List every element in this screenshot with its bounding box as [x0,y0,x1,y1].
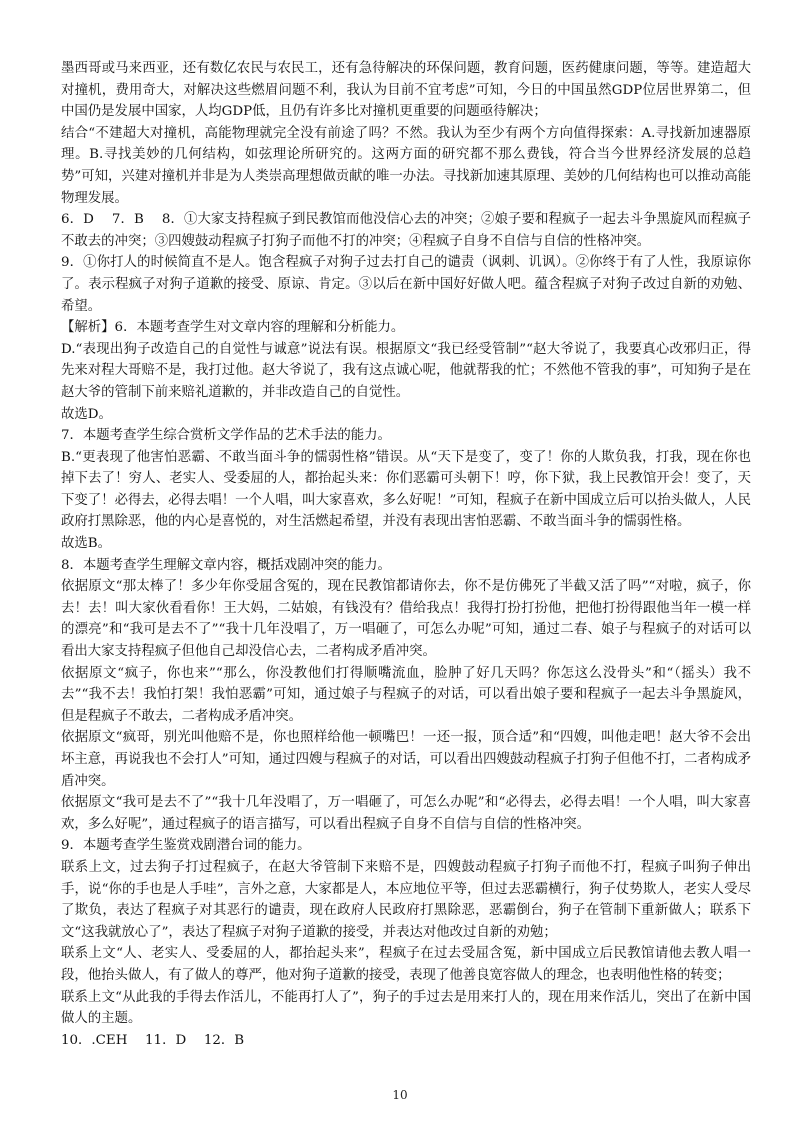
analysis-8-point-1: 依据原文“那太棒了！多少年你受屈含冤的，现在民教馆都请你去，你不是仿佛死了半截又活了吗”“对啦，疯子，你去！去！叫大家伙看看你！王大妈，二姑娘，有钱没有？借给我点！我得打扮打扮他，把他打扮得跟他当年一模一样的漂亮”和“我可是去不了”“我十几年没唱了，万一唱砸了，可怎么办呢”可知，通过二春、娘子与程疯子的对话可以看出大家支持程疯子但他自己却没信心去，二者构成矛盾冲突。 [61,579,751,660]
analysis-6-body: D.“表现出狗子改造自己的自觉性与诚意”说法有误。根据原文“我已经受管制”“赵大爷说了，我要真心改邪归正，得先来对程大哥赔不是，我打过他。赵大爷说了，我有这点诚心呢，他就帮我的忙；不然他不管我的事”，可知狗子是在赵大爷的管制下前来赔礼道歉的，并非改造自己的自觉性。 [61,341,751,400]
analysis-9-heading: 9．本题考查学生鉴赏戏剧潜台词的能力。 [61,838,311,854]
answers-10-12: 10．.CEH 11．D 12．B [61,1032,245,1048]
paragraph-2: 结合“不建超大对撞机，高能物理就完全没有前途了吗？不然。我认为至少有两个方向值得探索：A.寻找新加速器原理。B.寻找美妙的几何结构，如弦理论所研究的。这两方面的研究都不那么费钱，符合当今世界经济发展的总趋势”可知，兴建对撞机并非是为人类崇高理想做贡献的唯一办法。寻找新加速其原理、美妙的几何结构也可以推动高能物理发展。 [61,125,751,206]
analysis-6-heading: 【解析】6．本题考查学生对文章内容的理解和分析能力。 [61,320,405,336]
analysis-7-conclusion: 故选B。 [61,536,112,552]
answers-6-8: 6．D 7．B 8．①大家支持程疯子到民教馆而他没信心去的冲突；②娘子要和程疯子一起去斗争黑旋风而程疯子不敢去的冲突；③四嫂鼓动程疯子打狗子而他不打的冲突；④程疯子自身不自信与自信的性格冲突。 [61,212,751,249]
analysis-9-point-3: 联系上文“从此我的手得去作活儿，不能再打人了”，狗子的手过去是用来打人的，现在用来作活儿，突出了在新中国做人的主题。 [61,989,751,1027]
analysis-9-point-2: 联系上文“人、老实人、受委屈的人，都抬起头来”，程疯子在过去受屈含冤，新中国成立后民教馆请他去教人唱一段，他抬头做人，有了做人的尊严，他对狗子道歉的接受，表现了他善良宽容做人的理念，也表明他性格的转变； [61,946,751,983]
answer-9: 9．①你打人的时候简直不是人。饱含程疯子对狗子过去打自己的谴责（讽刺、讥讽）。②你终于有了人性，我原谅你了。表示程疯子对狗子道歉的接受、原谅、肯定。③以后在新中国好好做人吧。蕴含程疯子对狗子改过自新的劝勉、希望。 [61,255,751,314]
analysis-8-point-3: 依据原文“疯哥，别光叫他赔不是，你也照样给他一顿嘴巴！一还一报，顶合适”和“四嫂，叫他走吧！赵大爷不会出坏主意，再说我也不会打人”可知，通过四嫂与程疯子的对话，可以看出四嫂鼓动程疯子打狗子但他不打，二者构成矛盾冲突。 [61,730,751,789]
analysis-7-heading: 7．本题考查学生综合赏析文学作品的艺术手法的能力。 [61,428,391,444]
answer-text-body [61,58,751,1051]
analysis-8-point-4: 依据原文“我可是去不了”“我十几年没唱了，万一唱砸了，可怎么办呢”和“必得去，必得去唱！一个人唱，叫大家喜欢，多么好呢”，通过程疯子的语言描写，可以看出程疯子自身不自信与自信的性格冲突。 [61,795,751,832]
analysis-6-conclusion: 故选D。 [61,406,112,422]
analysis-9-point-1: 联系上文，过去狗子打过程疯子，在赵大爷管制下来赔不是，四嫂鼓动程疯子打狗子而他不打，程疯子叫狗子伸出手，说“你的手也是人手哇”，言外之意，大家都是人，本应地位平等，但过去恶霸横行，狗子仗势欺人，老实人受尽了欺负，表达了程疯子对其恶行的谴责，现在政府人民政府打黑除恶，恶霸倒台，狗子在管制下重新做人；联系下文“这我就放心了”，表达了程疯子对狗子道歉的接受，并表达对他改过自新的劝勉； [61,859,751,940]
analysis-8-point-2: 依据原文“疯子，你也来”“那么，你没教他们打得顺嘴流血，脸肿了好几天吗？你怎这么没骨头”和“（摇头）我不去”“我不去！我怕打架！我怕恶霸”可知，通过娘子与程疯子的对话，可以看出娘子要和程疯子一起去斗争黑旋风，但是程疯子不敢去，二者构成矛盾冲突。 [61,665,751,724]
analysis-8-heading: 8．本题考查学生理解文章内容，概括戏剧冲突的能力。 [61,557,391,573]
page-number: 10 [392,1088,408,1102]
paragraph-1: 墨西哥或马来西亚，还有数亿农民与农民工，还有急待解决的环保问题，教育问题，医药健康问题，等等。建造超大对撞机，费用奇大，对解决这些燃眉问题不利，我认为目前不宜考虑”可知，今日的中国虽然GDP位居世界第二，但中国仍是发展中国家，人均GDP低，且仍有许多比对撞机更重要的问题亟待解决； [61,61,751,120]
analysis-7-body: B.“更表现了他害怕恶霸、不敢当面斗争的懦弱性格”错误。从“天下是变了，变了！你的人欺负我，打我，现在你也掉下去了！穷人、老实人、受委屈的人，都抬起头来：你们恶霸可头朝下！哼，你下狱，我上民教馆开会！变了，天下变了！必得去，必得去唱！一个人唱，叫大家喜欢，多么好呢！”可知，程疯子在新中国成立后可以抬头做人，人民政府打黑除恶，他的内心是喜悦的，对生活燃起希望，并没有表现出害怕恶霸、不敢当面斗争的懦弱性格。 [61,449,751,530]
